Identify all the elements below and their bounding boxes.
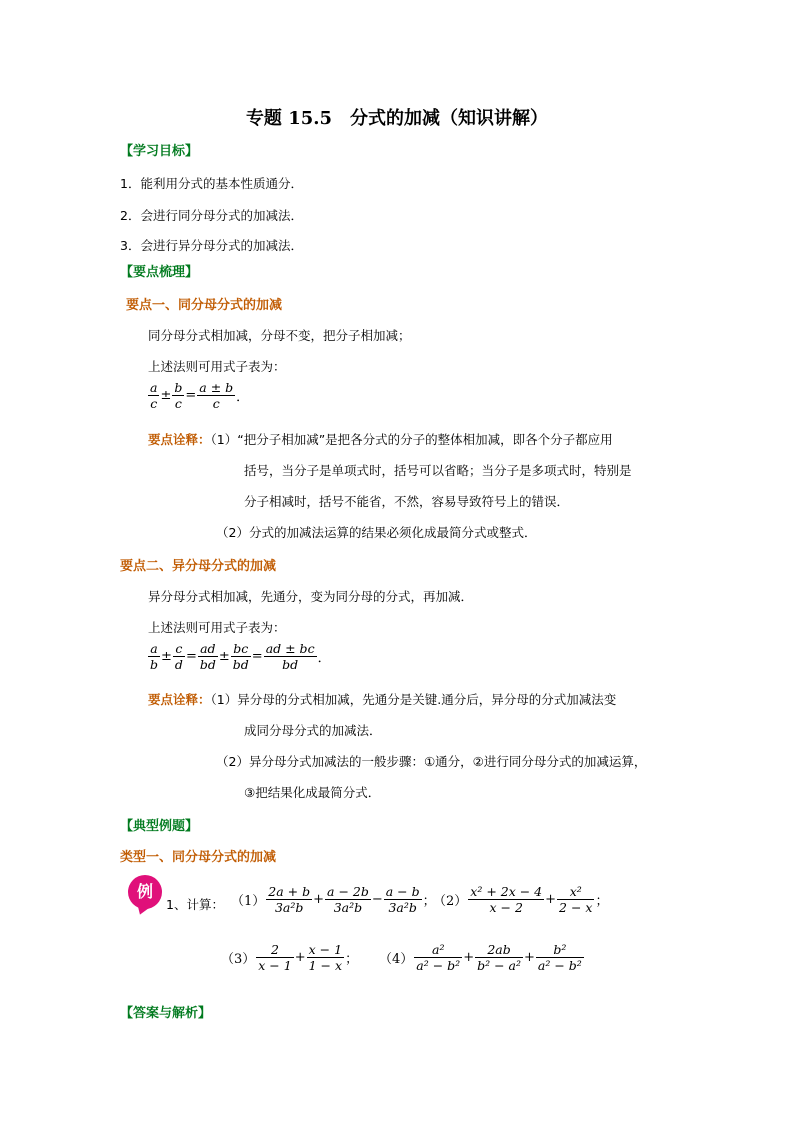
examples-heading: 【典型例题】 — [120, 819, 199, 834]
goal-item: 1．能利用分式的基本性质通分． — [120, 176, 303, 191]
point2-note-1: 要点诠释：（1）异分母的分式相加减，先通分是关键.通分后，异分母的分式加减法变 — [148, 692, 617, 707]
point1-note-1-cont: 分子相减时，括号不能省，不然，容易导致符号上的错误． — [244, 494, 570, 509]
goal-item: 2．会进行同分母分式的加减法． — [120, 208, 303, 223]
point1-note-1: 要点诠释：（1）“把分子相加减”是把各分式的分子的整体相加减，即各个分子都应用 — [148, 432, 613, 447]
point2-heading: 要点二、异分母分式的加减 — [120, 559, 277, 574]
exercise-3: （3） $\frac{2}{x - 1}$ + $\frac{x - 1}{1 - x}$ ； — [221, 942, 359, 973]
point1-rule: 同分母分式相加减，分母不变，把分子相加减； — [148, 328, 411, 343]
fraction: $\frac{2}{x - 1}$ — [258, 942, 292, 973]
fraction: $\frac{a}{b}$ — [150, 641, 159, 672]
point2-rule: 异分母分式相加减，先通分，变为同分母的分式，再加减． — [148, 589, 474, 604]
point2-note-2: （2）异分母分式加减法的一般步骤：①通分，②进行同分母分式的加减运算， — [216, 754, 647, 769]
point1-rule-intro: 上述法则可用式子表为： — [148, 359, 286, 374]
goal-item: 3．会进行异分母分式的加减法． — [120, 238, 303, 253]
fraction: $\frac{\text{a²}}{\text{a² − b²}}$ — [416, 942, 461, 973]
exercise-2: （2） $\frac{\text{x² + 2x − 4}}{x - 2}$ + $\frac{\text{x²}}{2 - x}$ ； — [433, 884, 609, 915]
example-badge: 例 — [128, 875, 162, 909]
fraction: $\frac{ad \pm bc}{bd}$ — [265, 641, 315, 672]
fraction: $\frac{\text{x²}}{2 - x}$ — [559, 884, 593, 915]
fraction: $\frac{a}{c}$ — [150, 380, 158, 411]
keypoints-heading: 【要点梳理】 — [120, 265, 199, 280]
point1-note-2: （2）分式的加减法运算的结果必须化成最简分式或整式． — [216, 525, 537, 540]
fraction: $\frac{2a + b}{\text{3a²b}}$ — [268, 884, 311, 915]
fraction: $\frac{b}{c}$ — [174, 380, 183, 411]
fraction: $\frac{c}{d}$ — [174, 641, 183, 672]
page-title: 专题 15.5 分式的加减（知识讲解） — [245, 108, 549, 129]
exercise-1: （1） $\frac{2a + b}{\text{3a²b}}$ + $\frac{a - 2b}{\text{3a²b}}$ − $\frac{a - b}{\text{3a²b}}$ ； — [231, 884, 436, 915]
fraction: $\frac{ad}{bd}$ — [199, 641, 216, 672]
goals-heading: 【学习目标】 — [120, 144, 199, 159]
exercise-4: （4） $\frac{\text{a²}}{\text{a² − b²}}$ + $\frac{2ab}{\text{b² − a²}}$ + $\frac{\text{b²}}{\text{a² − b²}}$ — [379, 942, 582, 973]
fraction: $\frac{bc}{bd}$ — [232, 641, 249, 672]
fraction: $\frac{a \pm b}{c}$ — [199, 380, 234, 411]
answer-heading: 【答案与解析】 — [120, 1006, 212, 1021]
fraction: $\frac{x - 1}{1 - x}$ — [308, 942, 343, 973]
fraction: $\frac{2ab}{\text{b² − a²}}$ — [477, 942, 521, 973]
point2-note-1-cont: 成同分母分式的加减法． — [244, 723, 382, 738]
fraction: $\frac{\text{x² + 2x − 4}}{x - 2}$ — [470, 884, 543, 915]
note-label: 要点诠释： — [148, 692, 211, 707]
fraction: $\frac{a - b}{\text{3a²b}}$ — [385, 884, 420, 915]
type1-heading: 类型一、同分母分式的加减 — [120, 850, 277, 865]
fraction: $\frac{a - 2b}{\text{3a²b}}$ — [327, 884, 369, 915]
formula-different-denominator: $\frac{a}{b}$ ± $\frac{c}{d}$ = $\frac{ad}{bd}$ ± $\frac{bc}{bd}$ = $\frac{ad \pm bc}{bd}$ ． — [150, 641, 331, 672]
fraction: $\frac{\text{b²}}{\text{a² − b²}}$ — [537, 942, 582, 973]
point2-rule-intro: 上述法则可用式子表为： — [148, 620, 286, 635]
point1-heading: 要点一、同分母分式的加减 — [126, 298, 283, 313]
example-intro: 1、计算： — [166, 897, 224, 912]
point2-note-2-cont: ③把结果化成最简分式． — [244, 785, 381, 800]
point1-note-1-cont: 括号，当分子是单项式时，括号可以省略；当分子是多项式时，特别是 — [244, 463, 632, 478]
formula-same-denominator: $\frac{a}{c}$ ± $\frac{b}{c}$ = $\frac{a \pm b}{c}$ ． — [150, 380, 250, 411]
note-label: 要点诠释： — [148, 432, 211, 447]
